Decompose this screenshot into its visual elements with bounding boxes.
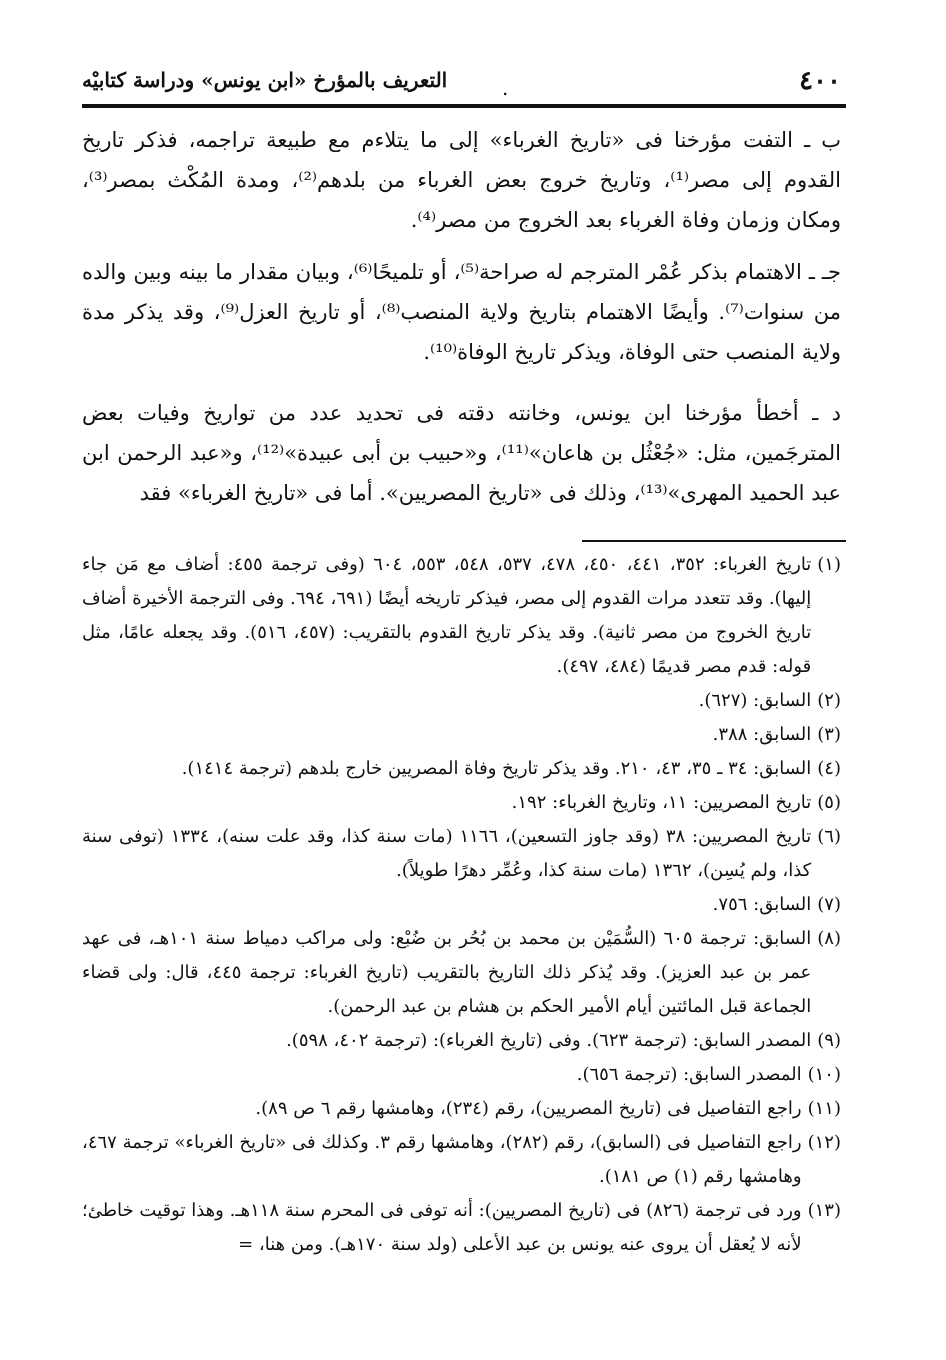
footnote-number: (٥): [817, 792, 841, 813]
footnote-13: [82, 1194, 841, 1262]
footnote-separator: [582, 540, 846, 542]
footnotes-list: [82, 548, 841, 1262]
footnote-text: تاريخ المصريين: ١١، وتاريخ الغرباء: ١٩٢.: [511, 792, 812, 813]
footnote-text: السابق: ٣٤ ـ ٣٥، ٤٣، ٢١٠. وقد يذكر تاريخ وفاة المصريين خارج بلدهم (ترجمة ١٤١٤).: [181, 758, 812, 779]
footnote-number: (٨): [817, 928, 841, 949]
footnote-number: (٧): [817, 894, 841, 915]
footnote-11: [82, 1092, 841, 1126]
footnote-text: راجع التفاصيل فى (السابق)، رقم (٢٨٢)، وهامشها رقم ٣. وكذلك فى «تاريخ الغرباء» ترجمة ٤٦٧، وهامشها رقم (١) ص ١٨١).: [82, 1132, 802, 1187]
page-number: ٤٠٠: [799, 66, 841, 96]
footnote-5: [82, 786, 841, 820]
footnote-8: [82, 922, 841, 1024]
footnote-4: [82, 752, 841, 786]
footnote-6: [82, 820, 841, 888]
footnote-text: راجع التفاصيل فى (تاريخ المصريين)، رقم (٢٣٤)، وهامشها رقم ٦ ص ٨٩).: [255, 1098, 802, 1119]
footnote-text: ورد فى ترجمة (٨٢٦) فى (تاريخ المصريين): أنه توفى فى المحرم سنة ١١٨هـ. وهذا توقيت خاطئ؛ لأنه لا يُعقل أن يروى عنه يونس بن عبد الأعلى (ولد سنة ١٧٠هـ). ومن هنا، =: [82, 1200, 802, 1255]
header-rule: [82, 104, 846, 108]
footnote-number: (٤): [817, 758, 841, 779]
footnote-number: (١): [817, 554, 841, 575]
footnote-12: [82, 1126, 841, 1194]
footnote-number: (١١): [807, 1098, 841, 1119]
running-title: التعريف بالمؤرخ «ابن يونس» ودراسة كتابيْه: [82, 68, 448, 92]
footnote-number: (٣): [817, 724, 841, 745]
footnote-number: (١٣): [807, 1200, 841, 1221]
footnote-number: (١٢): [807, 1132, 841, 1153]
footnote-text: السابق: (٦٢٧).: [698, 690, 812, 711]
footnote-text: المصدر السابق: (ترجمة ٦٢٣). وفى (تاريخ الغرباء): (ترجمة ٤٠٢، ٥٩٨).: [286, 1030, 812, 1051]
footnote-text: تاريخ الغرباء: ٣٥٢، ٤٤١، ٤٥٠، ٤٧٨، ٥٣٧، ٥٤٨، ٥٥٣، ٦٠٤ (وفى ترجمة ٤٥٥: أضاف مع مَن جاء إليها). وقد تتعدد مرات القدوم إلى مصر، فيذكر تاريخه أيضًا (٦٩١، ٦٩٤. وفى الترجمة الأخيرة أضاف تاريخ الخروج من مصر ثانية). وقد يذكر تاريخ القدوم بالتقريب: (٤٥٧، ٥١٦). وقد يجعله عامًا، مثل قوله: قدم مصر قديمًا (٤٨٤، ٤٩٧).: [82, 554, 812, 677]
footnote-text: تاريخ المصريين: ٣٨ (وقد جاوز التسعين)، ١١٦٦ (مات سنة كذا، وقد علت سنه)، ١٣٣٤ (توفى سنة كذا، ولم يُسِن)، ١٣٦٢ (مات سنة كذا، وعُمِّر دهرًا طويلاً).: [82, 826, 812, 881]
body-paragraph-b: ب ـ التفت مؤرخنا فى «تاريخ الغرباء» إلى ما يتلاءم مع طبيعة تراجمه، فذكر تاريخ القدوم إلى مصر⁽¹⁾، وتاريخ خروج بعض الغرباء من بلدهم⁽²⁾، ومدة المُكْث بمصر⁽³⁾، ومكان وزمان وفاة الغرباء بعد الخروج من مصر⁽⁴⁾.: [82, 128, 842, 232]
footnote-number: (٢): [817, 690, 841, 711]
footnote-2: [82, 684, 841, 718]
footnote-1: [82, 548, 841, 684]
header-dot: .: [502, 76, 509, 100]
footnote-number: (٦): [817, 826, 841, 847]
footnote-text: المصدر السابق: (ترجمة ٦٥٦).: [576, 1064, 802, 1085]
footnote-9: [82, 1024, 841, 1058]
footnote-text: السابق: ٣٨٨.: [712, 724, 812, 745]
page-header: [82, 62, 841, 100]
body-paragraph-dal: د ـ أخطأ مؤرخنا ابن يونس، وخانته دقته فى تحديد عدد من تواريخ وفيات بعض المترجَمين، مثل: «جُعْثُل بن هاعان»⁽¹¹⁾، و«حبيب بن أبى عبيدة»⁽¹²⁾، و«عبد الرحمن ابن عبد الحميد المهرى»⁽¹³⁾، وذلك فى «تاريخ المصريين». أما فى «تاريخ الغرباء» فقد: [82, 401, 841, 505]
body-paragraph-jim: جـ ـ الاهتمام بذكر عُمْر المترجم له صراحة⁽⁵⁾، أو تلميحًا⁽⁶⁾، وبيان مقدار ما بينه وبين والده من سنوات⁽⁷⁾. وأيضًا الاهتمام بتاريخ ولاية المنصب⁽⁸⁾، أو تاريخ العزل⁽⁹⁾، وقد يذكر مدة ولاية المنصب حتى الوفاة، ويذكر تاريخ الوفاة⁽¹⁰⁾.: [82, 260, 842, 364]
footnote-3: [82, 718, 841, 752]
footnote-number: (٩): [817, 1030, 841, 1051]
footnote-10: [82, 1058, 841, 1092]
footnote-number: (١٠): [807, 1064, 841, 1085]
footnote-text: السابق: ترجمة ٦٠٥ (السُّمَيْن بن محمد بن بُحُر بن ضُبْع: ولى مراكب دمياط سنة ١٠١هـ، فى عهد عمر بن عبد العزيز). وقد يُذكر ذلك التاريخ بالتقريب (تاريخ الغرباء: ترجمة ٤٤٥، قال: ولى قضاء الجماعة قبل المائتين أيام الأمير الحكم بن هشام بن عبد الرحمن).: [82, 928, 812, 1017]
footnote-7: [82, 888, 841, 922]
footnote-text: السابق: ٧٥٦.: [712, 894, 812, 915]
